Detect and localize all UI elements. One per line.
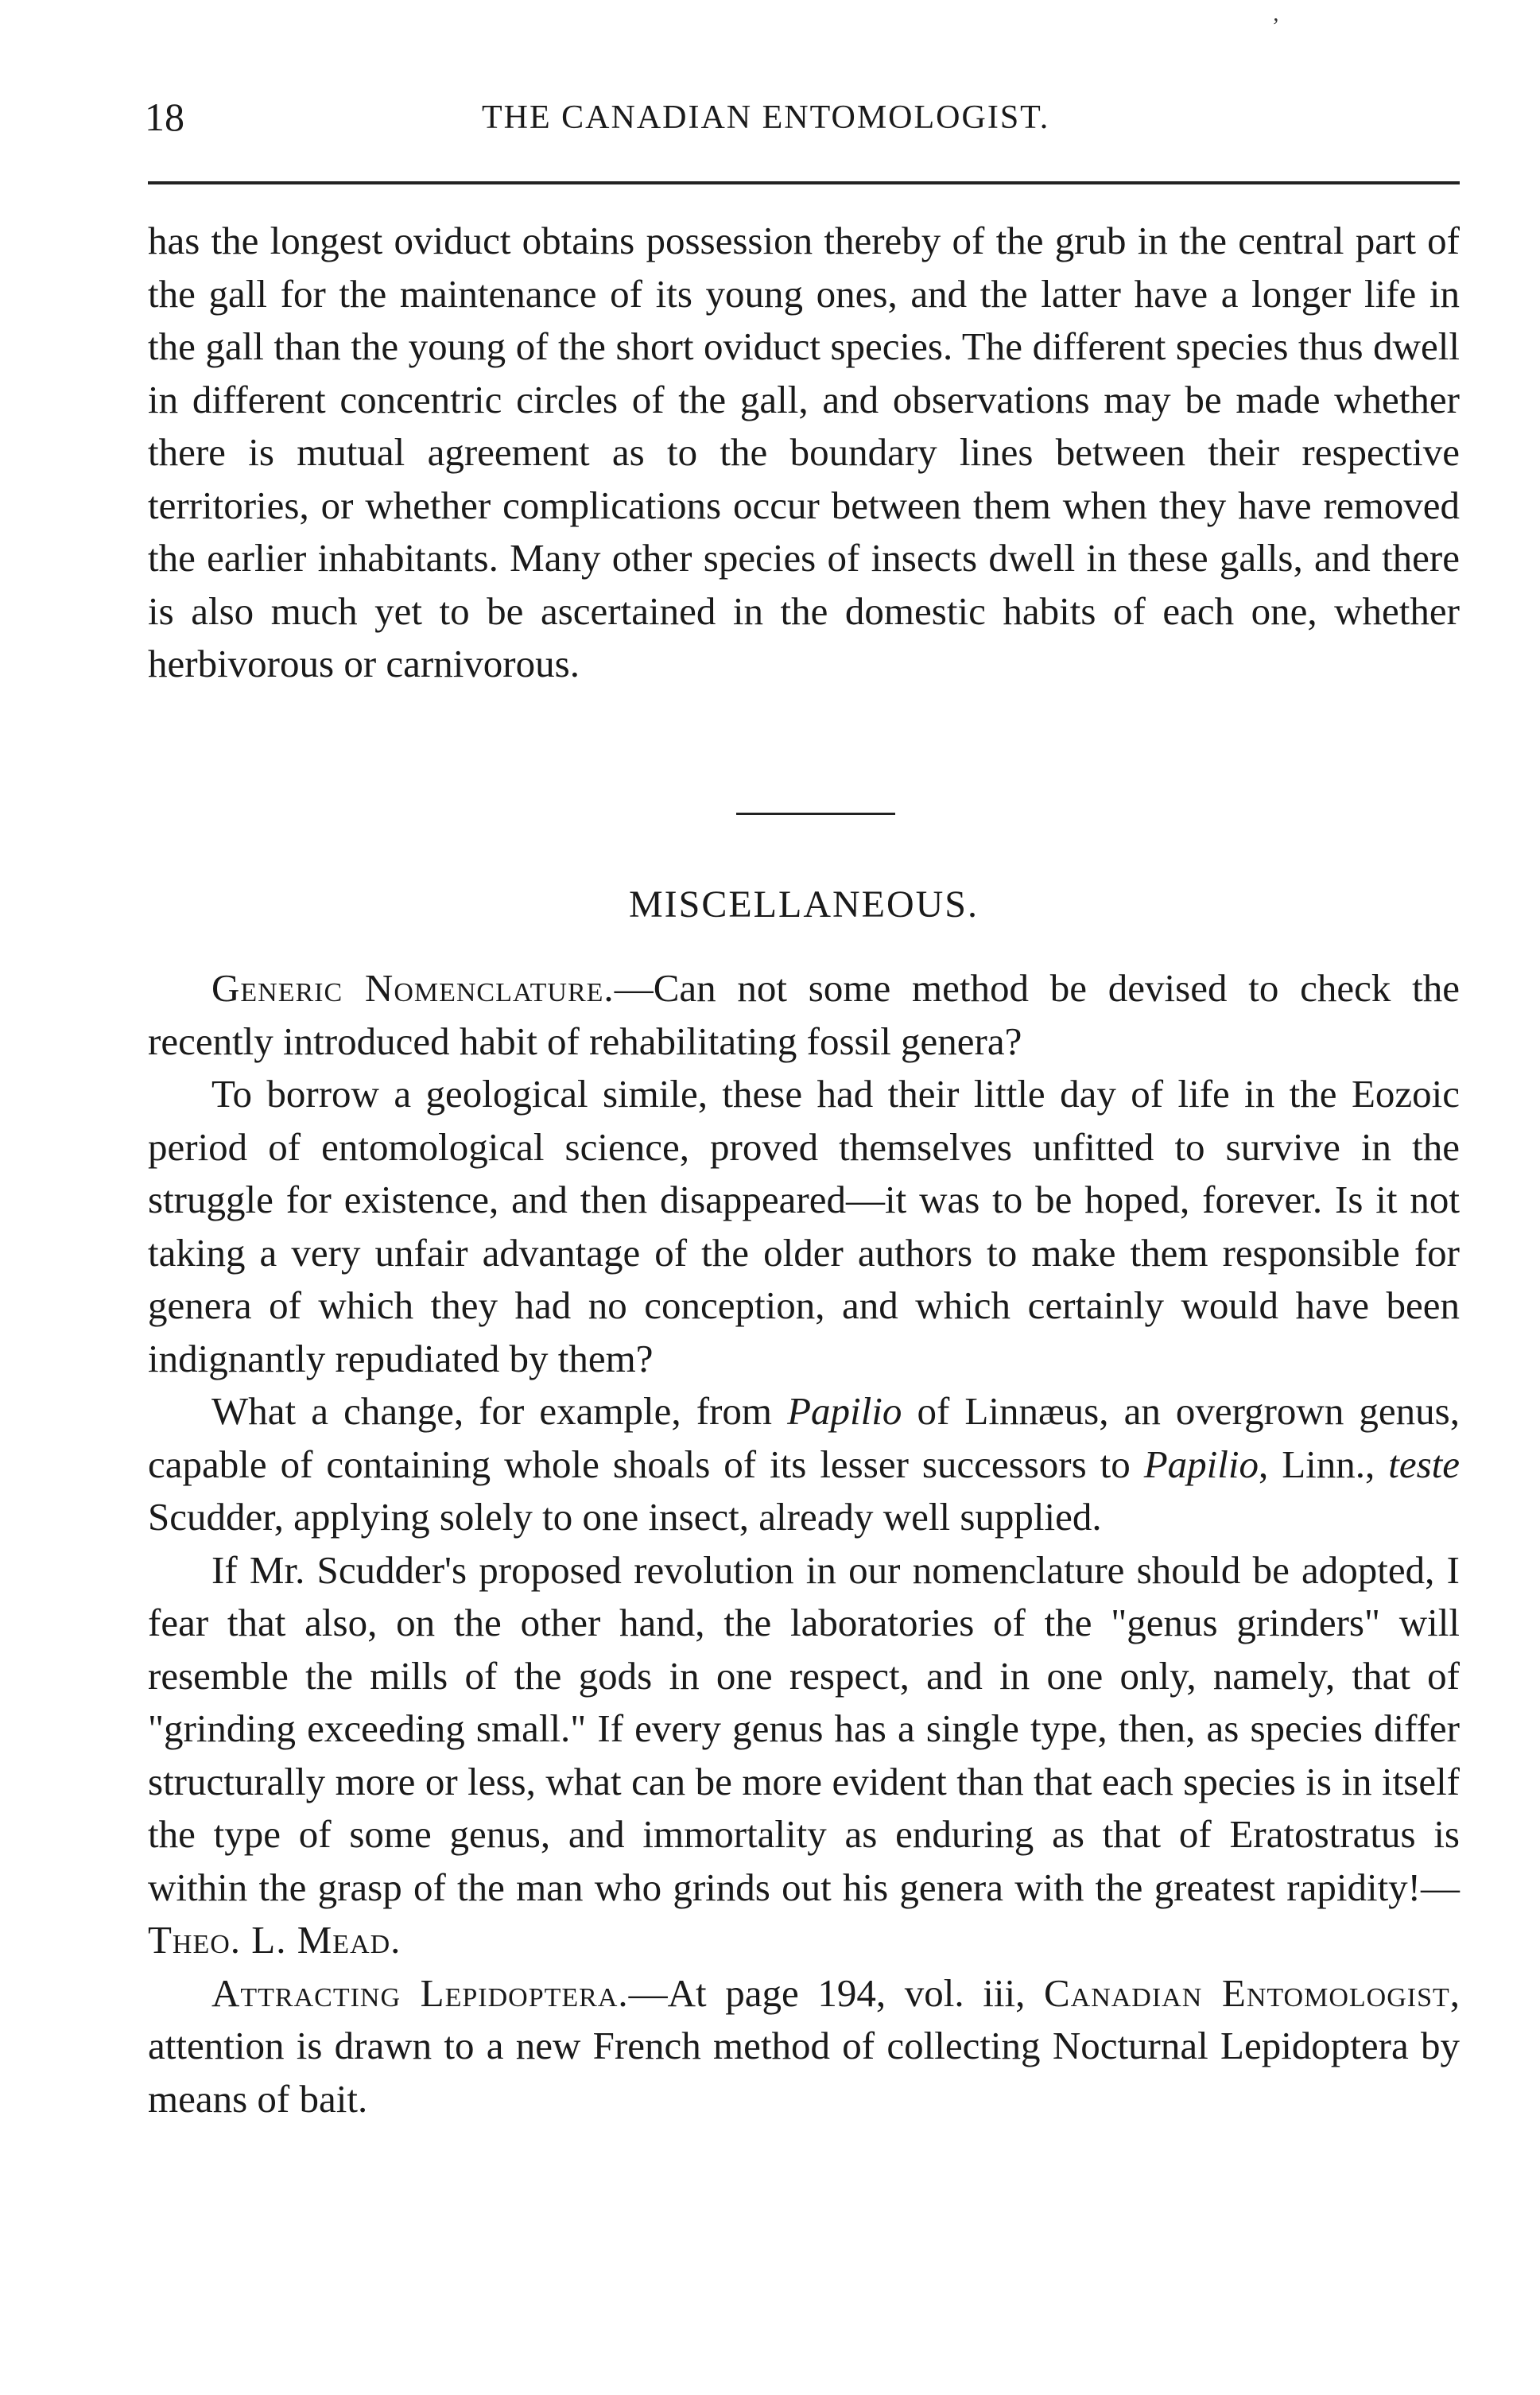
page [145, 87, 1468, 2121]
attracting-text-a: —At page 194, vol. iii, [628, 1970, 1044, 2015]
scudder-text: If Mr. Scudder's proposed revolution in our nomenclature should be adopted, I fear that also, on the other hand, the laboratories of the "genus grinders" will resemble the mills of the gods in one respect, and in one only, namely, that of "grinding exceeding small." If every genus has a single type, then, as species differ structurally more or less, what can be more evident than that each species is in itself the type of some genus, and immortality as enduring as that of Eratostratus is within the grasp of the man who grinds out his genera with the greatest rapidity!— [148, 1547, 1460, 1909]
papilio-paragraph [148, 1385, 1460, 1544]
attracting-text-b: , attention is drawn to a new French method of collecting Nocturnal Lepidoptera by means of bait. [148, 1970, 1460, 2121]
generic-nomenclature-text: —Can not some method be devised to check the recently introduced habit of rehabilitating fossil genera? [148, 966, 1460, 1063]
section-title: MISCELLANEOUS. [628, 883, 979, 926]
continued-paragraph-text: has the longest oviduct obtains possession thereby of the grub in the central part of the gall for the maintenance of its young ones, and the latter have a longer life in the gall than the young of the short oviduct species. The different species thus dwell in different concentric circles of the gall, and observations may be made whether there is mutual agreement as to the boundary lines between their respective territories, or whether complications occur between them when they have removed the earlier inhabitants. Many other species of insects dwell in these galls, and there is also much yet to be ascertained in the domestic habits of each one, whether herbivorous or carnivorous. [148, 219, 1460, 685]
page-number: 18 [145, 95, 184, 139]
continued-paragraph [148, 215, 1460, 691]
papilio-text-a: What a change, for example, from [211, 1389, 788, 1433]
generic-nomenclature-paragraph [148, 962, 1460, 1068]
page-header [145, 87, 1468, 143]
journal-name: Canadian Entomologist [1043, 1970, 1450, 2015]
generic-nomenclature-heading: Generic Nomenclature. [211, 966, 615, 1010]
papilio-italic-1: Papilio [787, 1389, 902, 1433]
papilio-italic-2: Papilio [1143, 1442, 1259, 1486]
geological-simile-paragraph: To borrow a geological simile, these had their little day of life in the Eozoic period of entomological science, proved themselves unfitted to survive in the struggle for existence, and then disappeared—it was to be hoped, forever. Is it not taking a very unfair advantage of the older authors to make them responsible for genera of which they had no conception, and which certainly would have been indignantly repudiated by them? [148, 1072, 1460, 1380]
papilio-text-b: of Linnæus, an overgrown genus, capable of containing whole shoals of its lesser successors to [148, 1389, 1460, 1486]
scudder-paragraph [148, 1544, 1460, 1967]
running-head: THE CANADIAN ENTOMOLOGIST. [482, 99, 1050, 136]
attracting-lepidoptera-heading: Attracting Lepidoptera. [211, 1970, 629, 2015]
section-separator [736, 813, 895, 815]
stray-mark-top: ʼ [1272, 14, 1280, 39]
header-rule [148, 181, 1460, 184]
miscellaneous-section [148, 962, 1460, 2125]
author-signature: Theo. L. Mead. [148, 1918, 401, 1962]
teste-italic: teste [1388, 1442, 1460, 1486]
papilio-text-d: Scudder, applying solely to one insect, already well supplied. [148, 1495, 1102, 1539]
attracting-lepidoptera-paragraph [148, 1967, 1460, 2126]
papilio-text-c: , Linn., [1258, 1442, 1389, 1486]
